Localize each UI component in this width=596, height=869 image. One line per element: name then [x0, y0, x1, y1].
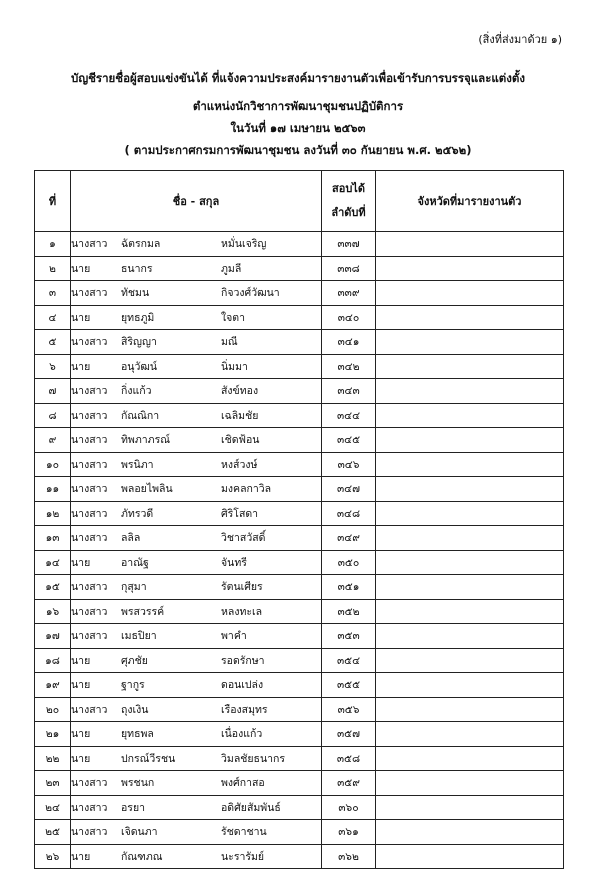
name-title: นาย — [71, 311, 91, 324]
candidate-name — [71, 820, 322, 845]
province-reported — [376, 354, 564, 379]
candidate-name — [71, 330, 322, 355]
row-number: ๗ — [35, 379, 71, 404]
name-title: นางสาว — [71, 483, 108, 496]
row-number: ๑๘ — [35, 648, 71, 673]
candidate-name — [71, 354, 322, 379]
first-name: สิริญญา — [121, 336, 157, 349]
province-reported — [376, 771, 564, 796]
table-row — [35, 452, 564, 477]
candidate-name — [71, 452, 322, 477]
candidate-name — [71, 232, 322, 257]
first-name: ลลิล — [121, 532, 141, 545]
last-name: มณี — [221, 336, 238, 349]
exam-rank: ๓๔๓ — [322, 379, 376, 404]
last-name: สังข์ทอง — [221, 385, 259, 398]
first-name: อาณัฐ — [121, 556, 149, 569]
name-title: นางสาว — [71, 777, 108, 790]
name-title: นาย — [71, 752, 91, 765]
first-name: พรสวรรค์ — [121, 605, 165, 618]
first-name: กุสุมา — [121, 581, 147, 594]
exam-rank: ๓๖๐ — [322, 795, 376, 820]
table-row — [35, 232, 564, 257]
report-date: ในวันที่ ๑๗ เมษายน ๒๕๖๓ — [230, 121, 366, 135]
last-name: หลงทะเล — [221, 605, 263, 618]
exam-rank: ๓๔๒ — [322, 354, 376, 379]
row-number: ๑๑ — [35, 477, 71, 502]
candidate-name — [71, 624, 322, 649]
name-title: นางสาว — [71, 507, 108, 520]
table-row — [35, 697, 564, 722]
exam-rank: ๓๕๔ — [322, 648, 376, 673]
exam-rank: ๓๔๖ — [322, 452, 376, 477]
province-reported — [376, 379, 564, 404]
province-reported — [376, 403, 564, 428]
first-name: พลอยไพลิน — [121, 483, 173, 496]
last-name: เรืองสมุทร — [221, 703, 268, 716]
candidate-name — [71, 697, 322, 722]
table-row — [35, 501, 564, 526]
province-reported — [376, 256, 564, 281]
column-header-name: ชื่อ - สกุล — [71, 171, 322, 232]
row-number: ๑ — [35, 232, 71, 257]
last-name: วิมลชัยธนากร — [221, 752, 286, 765]
exam-rank: ๓๔๕ — [322, 428, 376, 453]
table-row — [35, 330, 564, 355]
last-name: ดอนเปล่ง — [221, 679, 264, 692]
exam-rank: ๓๕๒ — [322, 599, 376, 624]
name-title: นางสาว — [71, 385, 108, 398]
exam-rank: ๓๓๙ — [322, 281, 376, 306]
candidate-name — [71, 722, 322, 747]
last-name: นะรารัมย์ — [221, 850, 265, 863]
candidate-name — [71, 305, 322, 330]
last-name: ศิริโสดา — [221, 507, 259, 520]
row-number: ๑๙ — [35, 673, 71, 698]
last-name: รัตนเศียร — [221, 581, 263, 594]
last-name: นิ่มมา — [221, 360, 248, 373]
province-reported — [376, 673, 564, 698]
exam-rank: ๓๕๙ — [322, 771, 376, 796]
province-reported — [376, 722, 564, 747]
exam-rank: ๓๖๑ — [322, 820, 376, 845]
province-reported — [376, 550, 564, 575]
table-row — [35, 673, 564, 698]
first-name: ภัทรวดี — [121, 507, 154, 520]
exam-rank: ๓๓๗ — [322, 232, 376, 257]
exam-rank: ๓๔๔ — [322, 403, 376, 428]
name-title: นางสาว — [71, 605, 108, 618]
exam-rank: ๓๕๘ — [322, 746, 376, 771]
exam-rank: ๓๓๘ — [322, 256, 376, 281]
province-reported — [376, 305, 564, 330]
name-title: นางสาว — [71, 801, 108, 814]
candidate-name — [71, 795, 322, 820]
candidate-name — [71, 771, 322, 796]
table-row — [35, 379, 564, 404]
row-number: ๒๓ — [35, 771, 71, 796]
name-title: นาย — [71, 556, 91, 569]
table-row — [35, 820, 564, 845]
row-number: ๒๐ — [35, 697, 71, 722]
candidate-name — [71, 648, 322, 673]
table-row — [35, 844, 564, 869]
first-name: เจิดนภา — [121, 826, 158, 839]
row-number: ๑๕ — [35, 575, 71, 600]
name-title: นางสาว — [71, 581, 108, 594]
table-row — [35, 795, 564, 820]
candidate-name — [71, 428, 322, 453]
exam-rank: ๓๔๑ — [322, 330, 376, 355]
row-number: ๒๒ — [35, 746, 71, 771]
first-name: ทิพภาภรณ์ — [121, 434, 170, 447]
name-title: นางสาว — [71, 532, 108, 545]
candidate-name — [71, 379, 322, 404]
row-number: ๑๐ — [35, 452, 71, 477]
table-row — [35, 771, 564, 796]
province-reported — [376, 795, 564, 820]
exam-rank: ๓๖๒ — [322, 844, 376, 869]
row-number: ๑๓ — [35, 526, 71, 551]
province-reported — [376, 452, 564, 477]
exam-rank: ๓๔๗ — [322, 477, 376, 502]
last-name: ใจตา — [221, 311, 245, 324]
name-title: นางสาว — [71, 826, 108, 839]
candidate-name — [71, 575, 322, 600]
table-row — [35, 722, 564, 747]
last-name: เนื่องแก้ว — [221, 728, 263, 741]
announcement-reference: ( ตามประกาศกรมการพัฒนาชุมชน ลงวันที่ ๓๐ กันยายน พ.ศ. ๒๕๖๒) — [124, 143, 472, 157]
name-title: นาย — [71, 850, 91, 863]
table-row — [35, 599, 564, 624]
row-number: ๕ — [35, 330, 71, 355]
row-number: ๘ — [35, 403, 71, 428]
first-name: ศุภชัย — [121, 654, 148, 667]
last-name: รอดรักษา — [221, 654, 265, 667]
last-name: ภูมลี — [221, 262, 242, 275]
column-header-rank — [322, 171, 376, 232]
table-row — [35, 648, 564, 673]
first-name: เมธปิยา — [121, 630, 157, 643]
row-number: ๙ — [35, 428, 71, 453]
table-row — [35, 550, 564, 575]
last-name: พาคำ — [221, 630, 247, 643]
name-title: นางสาว — [71, 336, 108, 349]
province-reported — [376, 820, 564, 845]
candidate-name — [71, 599, 322, 624]
first-name: ธนากร — [121, 262, 153, 275]
first-name: กัณณิกา — [121, 409, 160, 422]
province-reported — [376, 746, 564, 771]
last-name: จันทรี — [221, 556, 247, 569]
name-title: นาย — [71, 679, 91, 692]
candidate-name — [71, 746, 322, 771]
row-number: ๓ — [35, 281, 71, 306]
table-header-row — [35, 171, 564, 232]
name-title: นางสาว — [71, 434, 108, 447]
row-number: ๒๖ — [35, 844, 71, 869]
first-name: ยุทธภูมิ — [121, 311, 155, 324]
last-name: เชิดฟ้อน — [221, 434, 260, 447]
column-header-no: ที่ — [35, 171, 71, 232]
province-reported — [376, 330, 564, 355]
table-row — [35, 428, 564, 453]
row-number: ๑๒ — [35, 501, 71, 526]
exam-rank: ๓๕๗ — [322, 722, 376, 747]
table-row — [35, 256, 564, 281]
last-name: กิจวงศ์วัฒนา — [221, 287, 280, 300]
province-reported — [376, 281, 564, 306]
table-row — [35, 354, 564, 379]
last-name: อดิศัยสัมพันธ์ — [221, 801, 281, 814]
last-name: เฉลิมชัย — [221, 409, 259, 422]
province-reported — [376, 844, 564, 869]
last-name: รัชดาชาน — [221, 826, 267, 839]
name-title: นางสาว — [71, 409, 108, 422]
first-name: ปกรณ์วีรชน — [121, 752, 176, 765]
province-reported — [376, 624, 564, 649]
candidate-name — [71, 526, 322, 551]
row-number: ๑๗ — [35, 624, 71, 649]
row-number: ๑๔ — [35, 550, 71, 575]
attachment-label: (สิ่งที่ส่งมาด้วย ๑) — [478, 33, 562, 46]
last-name: หมั่นเจริญ — [221, 238, 267, 251]
first-name: พรชนก — [121, 777, 155, 790]
table-row — [35, 526, 564, 551]
first-name: กิ่งแก้ว — [121, 385, 152, 398]
row-number: ๔ — [35, 305, 71, 330]
name-title: นางสาว — [71, 703, 108, 716]
row-number: ๒๕ — [35, 820, 71, 845]
province-reported — [376, 477, 564, 502]
candidate-name — [71, 477, 322, 502]
first-name: อรยา — [121, 801, 145, 814]
last-name: พงศ์กาสอ — [221, 777, 265, 790]
exam-rank: ๓๔๘ — [322, 501, 376, 526]
row-number: ๑๖ — [35, 599, 71, 624]
name-title: นาย — [71, 654, 91, 667]
first-name: ยุทธพล — [121, 728, 154, 741]
exam-rank: ๓๔๐ — [322, 305, 376, 330]
province-reported — [376, 697, 564, 722]
column-header-province: จังหวัดที่มารายงานตัว — [376, 171, 564, 232]
column-header-rank-line1: สอบได้ — [332, 182, 365, 195]
candidate-name — [71, 281, 322, 306]
candidate-name — [71, 844, 322, 869]
row-number: ๒ — [35, 256, 71, 281]
name-title: นางสาว — [71, 458, 108, 471]
exam-rank: ๓๕๕ — [322, 673, 376, 698]
last-name: วิชาสวัสดิ์ — [221, 532, 266, 545]
first-name: พรนิภา — [121, 458, 154, 471]
exam-rank: ๓๕๓ — [322, 624, 376, 649]
candidate-name — [71, 501, 322, 526]
row-number: ๖ — [35, 354, 71, 379]
column-header-rank-line2: ลำดับที่ — [331, 206, 366, 219]
first-name: ทัชมน — [121, 287, 150, 300]
name-title: นาย — [71, 360, 91, 373]
table-row — [35, 746, 564, 771]
position-title: ตำแหน่งนักวิชาการพัฒนาชุมชนปฏิบัติการ — [192, 99, 404, 113]
last-name: หงส์วงษ์ — [221, 458, 258, 471]
exam-rank: ๓๕๑ — [322, 575, 376, 600]
last-name: มงคลกาวิล — [221, 483, 272, 496]
candidate-name — [71, 673, 322, 698]
name-title: นางสาว — [71, 238, 108, 251]
province-reported — [376, 428, 564, 453]
first-name: อนุวัฒน์ — [121, 360, 158, 373]
candidate-table — [34, 170, 564, 869]
table-row — [35, 624, 564, 649]
province-reported — [376, 648, 564, 673]
document-title: บัญชีรายชื่อผู้สอบแข่งขันได้ ที่แจ้งความประสงค์มารายงานตัวเพื่อเข้ารับการบรรจุและแต่งตั้ง — [71, 71, 525, 85]
first-name: ฐากูร — [121, 679, 145, 692]
row-number: ๒๑ — [35, 722, 71, 747]
name-title: นาย — [71, 262, 91, 275]
first-name: ถุงเงิน — [121, 703, 149, 716]
exam-rank: ๓๕๖ — [322, 697, 376, 722]
exam-rank: ๓๕๐ — [322, 550, 376, 575]
candidate-name — [71, 550, 322, 575]
table-row — [35, 575, 564, 600]
exam-rank: ๓๔๙ — [322, 526, 376, 551]
table-row — [35, 477, 564, 502]
first-name: กัณฑภณ — [121, 850, 163, 863]
name-title: นางสาว — [71, 287, 108, 300]
province-reported — [376, 526, 564, 551]
candidate-name — [71, 403, 322, 428]
province-reported — [376, 501, 564, 526]
row-number: ๒๔ — [35, 795, 71, 820]
province-reported — [376, 232, 564, 257]
candidate-name — [71, 256, 322, 281]
province-reported — [376, 599, 564, 624]
name-title: นางสาว — [71, 630, 108, 643]
name-title: นาย — [71, 728, 91, 741]
table-row — [35, 305, 564, 330]
first-name: ฉัตรกมล — [121, 238, 161, 251]
table-row — [35, 281, 564, 306]
province-reported — [376, 575, 564, 600]
table-row — [35, 403, 564, 428]
